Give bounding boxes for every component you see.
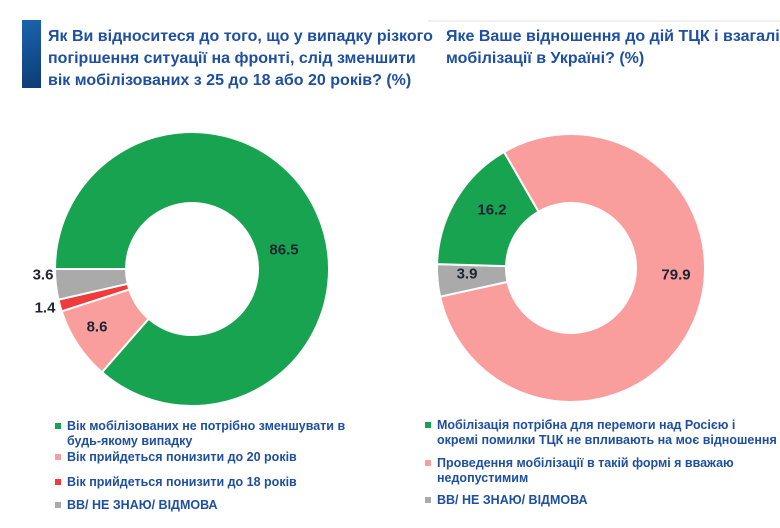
legend-swatch-icon — [425, 460, 431, 466]
legend-swatch-icon — [425, 497, 431, 503]
right-chart-title — [446, 26, 780, 70]
legend-label: ВВ/ НЕ ЗНАЮ/ ВІДМОВА — [437, 493, 588, 507]
legend-item-gray — [55, 498, 367, 513]
legend-label: Проведення мобілізації в такій формі я вважаю недопустимим — [437, 456, 734, 485]
legend-label: Вік прийдеться понизити до 20 років — [67, 450, 297, 464]
left-title-line-3: вік мобілізованих з 25 до 18 або 20 років? (%) — [48, 72, 412, 89]
top-divider-line — [428, 20, 780, 22]
right-value-label-green: 16.2 — [477, 201, 507, 219]
legend-swatch-icon — [55, 502, 61, 508]
right-title-line-1: Яке Ваше відношення до дій ТЦК і взагалі — [446, 28, 780, 45]
left-title-line-2: погіршення ситуації на фронті, слід зменшити — [48, 50, 416, 67]
right-value-label-gray: 3.9 — [456, 265, 478, 283]
legend-item-pink — [425, 456, 777, 486]
right-legend — [425, 418, 777, 508]
left-title-line-1: Як Ви відноситеся до того, що у випадку різкого — [48, 28, 433, 45]
left-donut-chart — [42, 119, 342, 419]
right-value-label-pink: 79.9 — [661, 266, 691, 284]
legend-swatch-icon — [55, 479, 61, 485]
title-accent-bar — [22, 20, 41, 88]
left-donut-svg — [42, 119, 342, 419]
left-chart-title — [48, 26, 440, 92]
legend-item-green — [55, 419, 367, 449]
legend-item-red — [55, 475, 367, 490]
legend-swatch-icon — [55, 454, 61, 460]
legend-item-gray — [425, 493, 777, 508]
left-legend — [55, 419, 367, 513]
legend-swatch-icon — [55, 423, 61, 429]
legend-item-pink — [55, 450, 367, 465]
left-value-label-pink: 8.6 — [86, 318, 108, 336]
legend-item-green — [425, 418, 777, 448]
left-value-label-red: 1.4 — [34, 299, 56, 317]
legend-label: Вік прийдеться понизити до 18 років — [67, 475, 297, 489]
left-value-label-gray: 3.6 — [32, 266, 54, 284]
left-value-label-green: 86.5 — [269, 241, 299, 259]
legend-label: Мобілізація потрібна для перемоги над Росією і окремі помилки ТЦК не впливають на моє відношення — [437, 418, 777, 447]
legend-label: Вік мобілізованих не потрібно зменшувати в будь-якому випадку — [67, 419, 346, 448]
right-title-line-2: мобілізації в Україні? (%) — [446, 50, 645, 67]
legend-swatch-icon — [425, 422, 431, 428]
legend-label: ВВ/ НЕ ЗНАЮ/ ВІДМОВА — [67, 498, 218, 512]
